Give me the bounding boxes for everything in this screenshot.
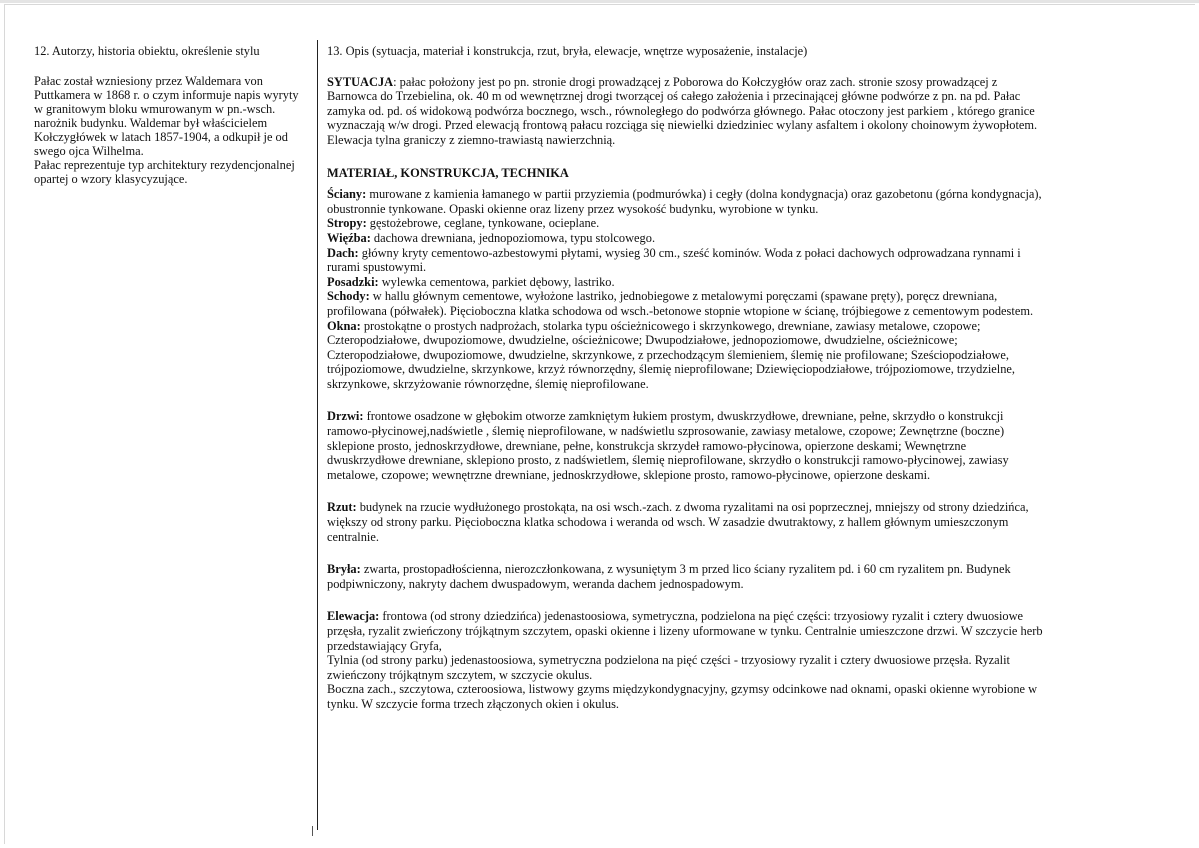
wiezba-paragraph [327,231,1047,246]
rzut-paragraph [327,500,1047,544]
style-paragraph: Pałac reprezentuje typ architektury rezydencjonalnej opartej o wzory klasycyzujące. [34,158,295,186]
section-heading: MATERIAŁ, KONSTRUKCJA, TECHNIKA [327,165,569,180]
elewacja-boczna: Boczna zach., szczytowa, czteroosiowa, listwowy gzyms międzykondygnacyjny, gzymsy odcinkowe nad oknami, opaski okienne wyrobione w tynku. W szczycie forma trzech złączonych okien i okulus. [327,682,1038,711]
rzut-text: budynek na rzucie wydłużonego prostokąta, na osi wsch.-zach. z dwoma ryzalitami na osi poprzecznej, mniejszy od strony dziedzińca, większy od strony parku. Pięcioboczna klatka schodowa i weranda od wsch. W zasadzie dwutraktowy, z hallem głównym umieszczonym centralnie. [327,500,1029,544]
posadzki-paragraph [327,275,1047,290]
bryla-text: zwarta, prostopadłościenna, nierozczłonkowana, z wysuniętym 3 m przed lico ściany ryzalitem pd. i 60 cm ryzalitem pn. Budynek podpiwniczony, nakryty dachem dwuspadowym, weranda dachem jednospadowym. [327,562,1011,591]
dach-paragraph [327,246,1047,275]
dach-text: główny kryty cementowo-azbestowymi płytami, wysieg 30 cm., sześć kominów. Woda z połaci dachowych odprowadzana rynnami i rurami spustowymi. [327,245,1021,275]
posadzki-label: Posadzki: [327,274,379,289]
elewacja-text: frontowa (od strony dziedzińca) jedenastoosiowa, symetryczna, podzielona na pięć części: trzyosiowy ryzalit i cztery dwuosiowe przęsła, ryzalit zwieńczony trójkątnym szczytem, opaski okienne i lizeny uformowane w tynku. Centralnie umieszczone drzwi. W szczycie herb przedstawiający Gryfa, [327,609,1043,653]
right-column-header: 13. Opis (sytuacja, materiał i konstrukcja, rzut, bryła, elewacje, wnętrze wyposażenie, instalacje) [327,44,808,58]
drzwi-paragraph [327,409,1047,482]
schody-text: w hallu głównym cementowe, wyłożone lastriko, jednobiegowe z metalowymi poręczami (spawane pręty), poręcz drewniana, profilowana (półwałek). Pięcioboczna klatka schodowa od wsch.-betonowe stopnie wtopione w ścianę, trójbiegowe z cementowym podestem. [327,289,1034,318]
posadzki-text: wylewka cementowa, parkiet dębowy, lastriko. [378,274,615,289]
stropy-label: Stropy: [327,216,367,231]
sytuacja-paragraph [327,75,1047,148]
spacer [327,148,1047,166]
sytuacja-label: SYTUACJA [327,74,394,89]
schody-paragraph [327,289,1047,318]
wiezba-text: dachowa drewniana, jednopoziomowa, typu stolcowego. [370,230,656,245]
sciany-paragraph [327,187,1047,216]
drzwi-text: frontowe osadzone w głębokim otworze zamkniętym łukiem prostym, dwuskrzydłowe, drewniane, pełne, skrzydło o konstrukcji ramowo-płycinowej,nadświetle , ślemię nieprofilowane, w nadświetlu szprosowanie, zawiasy metalowe, czopowe; Zewnętrzne (boczne) sklepione prosto, jednoskrzydłowe, drewniane, pełne, konstrukcja skrzydeł ramowo-płycinowa, opierzone deskami; Wewnętrzne dwuskrzydłowe drewniane, sklepiono prosto, z nadświetlem, ślemię nieprofilowane, skrzydło o konstrukcji ramowo-płycinowej, zawiasy metalowe, czopowe; wewnętrzne drewniane, jednoskrzydłowe, sklepione prosto, ramowo-płycinowe, opierzone deskami. [327,409,1009,482]
dach-label: Dach: [327,245,359,260]
sytuacja-text: : pałac położony jest po pn. stronie drogi prowadzącej z Poborowa do Kołczygłów oraz zach. stronie szosy prowadzącej z Barnowca do Trzebielina, ok. 40 m od wewnętrznej drogi tworzącej oś całego założenia i przecinającej główne podwórze z pn. na pd. Pałac zamyka od. pd. oś widokową podwórza bocznego, wsch., równoległego do podwórza głównego. Pałac otoczony jest parkiem , którego granice wyznaczają w/w drogi. Przed elewacją frontową pałacu rozciąga się niewielki dziedziniec wylany asfaltem i okolony choinowym żywopłotem. Elewacja tylna graniczy z ziemno-trawiastą nawierzchnią. [327,74,1038,147]
right-column [327,44,1047,712]
sciany-label: Ściany: [327,187,367,202]
elewacja-label: Elewacja: [327,609,380,624]
bryla-label: Bryła: [327,562,361,577]
drzwi-label: Drzwi: [327,409,364,424]
okna-text: prostokątne o prostych nadprożach, stolarka typu ościeżnicowego i skrzynkowego, drewniane, zawiasy metalowe, czopowe; Czteropodziałowe, dwupoziomowe, dwudzielne, ościeżnicowe; Dwupodziałowe, jednopoziomowe, dwudzielne, ościeżnicowe; Czteropodziałowe, dwupoziomowe, dwudzielne, skrzynkowe, z przechodzącym ślemieniem, ślemię nie profilowane; Sześciopodziałowe, trójpoziomowe, dwudzielne, skrzynkowe, krzyż równorzędny, ślemię nieprofilowane; Dziewięciopodziałowe, trójpoziomowe, trzydzielne, skrzynkowe, skrzyżowanie równorzędne, ślemię nieprofilowane. [327,318,1016,391]
okna-paragraph [327,319,1047,392]
elewacja-paragraph [327,609,1047,653]
wiezba-label: Więźba: [327,230,371,245]
column-divider [317,40,318,830]
left-column-header: 12. Autorzy, historia obiektu, określenie stylu [34,44,260,58]
spacer [327,544,1047,562]
top-edge [0,0,1199,3]
history-paragraph: Pałac został wzniesiony przez Waldemara von Puttkamera w 1868 r. o czym informuje napis wyryty w granitowym bloku wmurowanym w pn.-wsch. narożnik budynku. Waldemar był właścicielem Kołczygłówek w latach 1857-1904, a odkupił je od swego ojca Wilhelma. [34,74,299,158]
bryla-paragraph [327,562,1047,591]
elewacja-tylna: Tylnia (od strony parku) jedenastoosiowa, symetryczna podzielona na pięć części - trzyosiowy ryzalit i cztery dwuosiowe przęsła. Ryzalit zwieńczony trójkątnym szczytem, w szczycie okulus. [327,653,1010,682]
spacer [327,591,1047,609]
stropy-text: gęstożebrowe, ceglane, tynkowane, ocieplane. [366,216,600,231]
stropy-paragraph [327,216,1047,231]
sciany-text: murowane z kamienia łamanego w partii przyziemia (podmurówka) i cegły (dolna kondygnacja) oraz gazobetonu (górna kondygnacja), obustronnie tynkowane. Opaski okienne oraz lizeny przez wysokość budynku, wyrobione w tynku. [327,187,1042,216]
rzut-label: Rzut: [327,500,357,515]
left-column [34,44,310,186]
okna-label: Okna: [327,318,361,333]
schody-label: Schody: [327,289,370,304]
divider-tick [312,826,313,836]
spacer [327,482,1047,500]
spacer [327,391,1047,409]
